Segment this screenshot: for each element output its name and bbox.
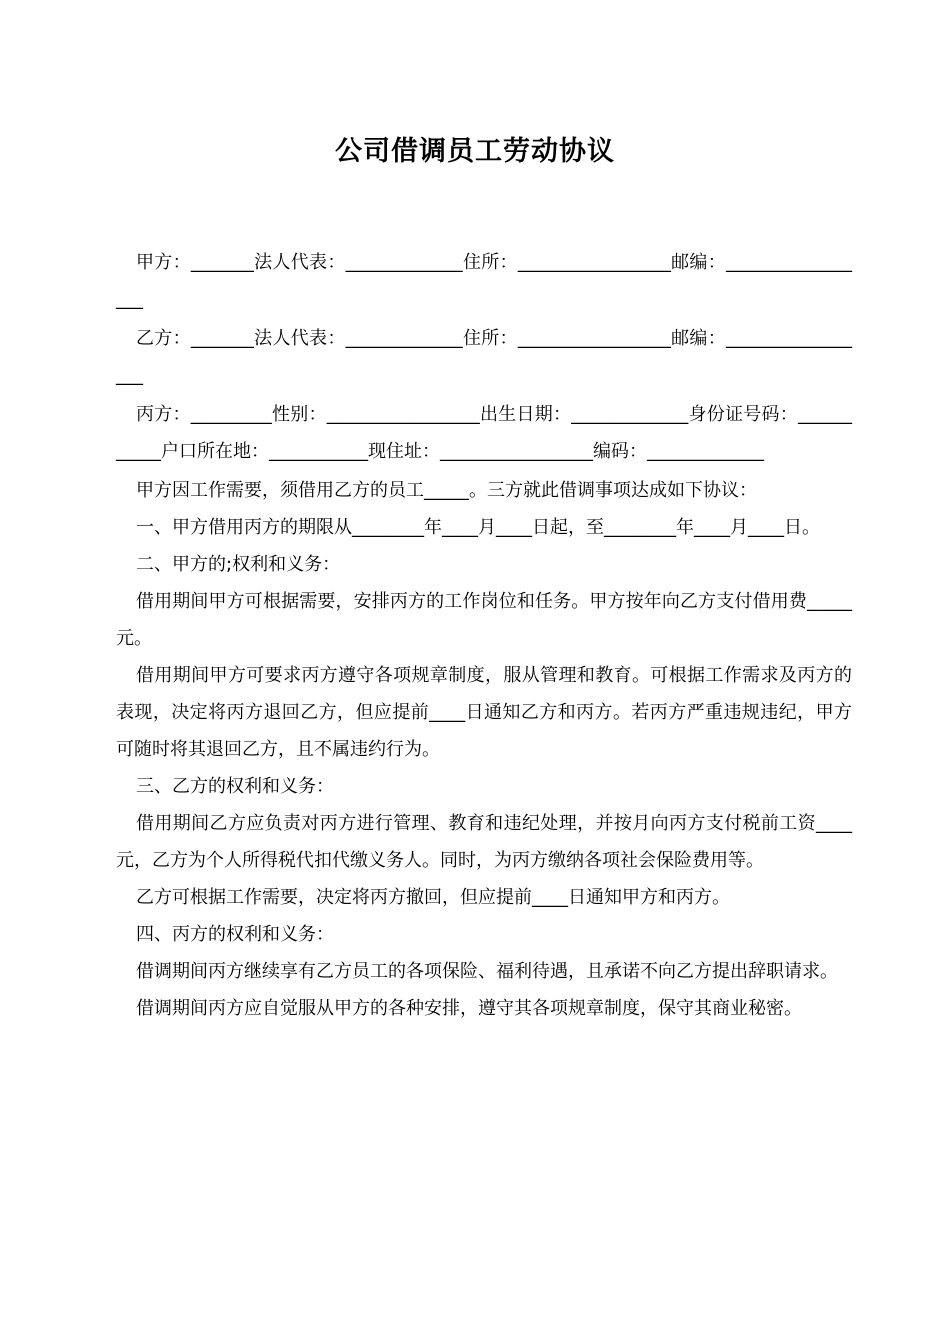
party-c-info: 丙方：_________性别：_________________出生日期：_____________身份证号码：___________户口所在地：___________现住址：_________________编码：_____________: [116, 404, 852, 462]
section-heading-party-b: 三、乙方的权利和义务：: [136, 776, 334, 797]
party-a-clause-1: 借用期间甲方可根据需要，安排丙方的工作岗位和任务。甲方按年向乙方支付借用费_____元。: [116, 591, 852, 649]
clause-1-term: 一、甲方借用丙方的期限从________年____月____日起，至________年____月____日。: [136, 517, 820, 538]
party-a-clause-2: 借用期间甲方可要求丙方遵守各项规章制度，服从管理和教育。可根据工作需求及丙方的表现，决定将丙方退回乙方，但应提前____日通知乙方和丙方。若丙方严重违规违纪，甲方可随时将其退回乙方，且不属违约行为。: [116, 665, 852, 760]
party-a-info: 甲方：_______法人代表：_____________住所：_________________邮编：_________________: [116, 252, 852, 310]
party-c-clause-2: 借调期间丙方应自觉服从甲方的各种安排，遵守其各项规章制度，保守其商业秘密。: [136, 998, 802, 1019]
party-b-clause-2: 乙方可根据工作需要，决定将丙方撤回，但应提前____日通知甲方和丙方。: [136, 887, 730, 908]
party-c-clause-1: 借调期间丙方继续享有乙方员工的各项保险、福利待遇，且承诺不向乙方提出辞职请求。: [136, 961, 838, 982]
party-b-info: 乙方：_______法人代表：_____________住所：_________________邮编：_________________: [116, 328, 852, 386]
document-title: 公司借调员工劳动协议: [335, 136, 615, 167]
section-heading-party-a: 二、甲方的;权利和义务：: [136, 554, 341, 575]
document-body: [116, 244, 852, 1027]
party-b-clause-1: 借用期间乙方应负责对丙方进行管理、教育和违纪处理，并按月向丙方支付税前工资____元，乙方为个人所得税代扣代缴义务人。同时，为丙方缴纳各项社会保险费用等。: [116, 813, 852, 871]
agreement-intro: 甲方因工作需要，须借用乙方的员工_____。三方就此借调事项达成如下协议：: [136, 480, 757, 501]
section-heading-party-c: 四、丙方的权利和义务：: [136, 924, 334, 945]
